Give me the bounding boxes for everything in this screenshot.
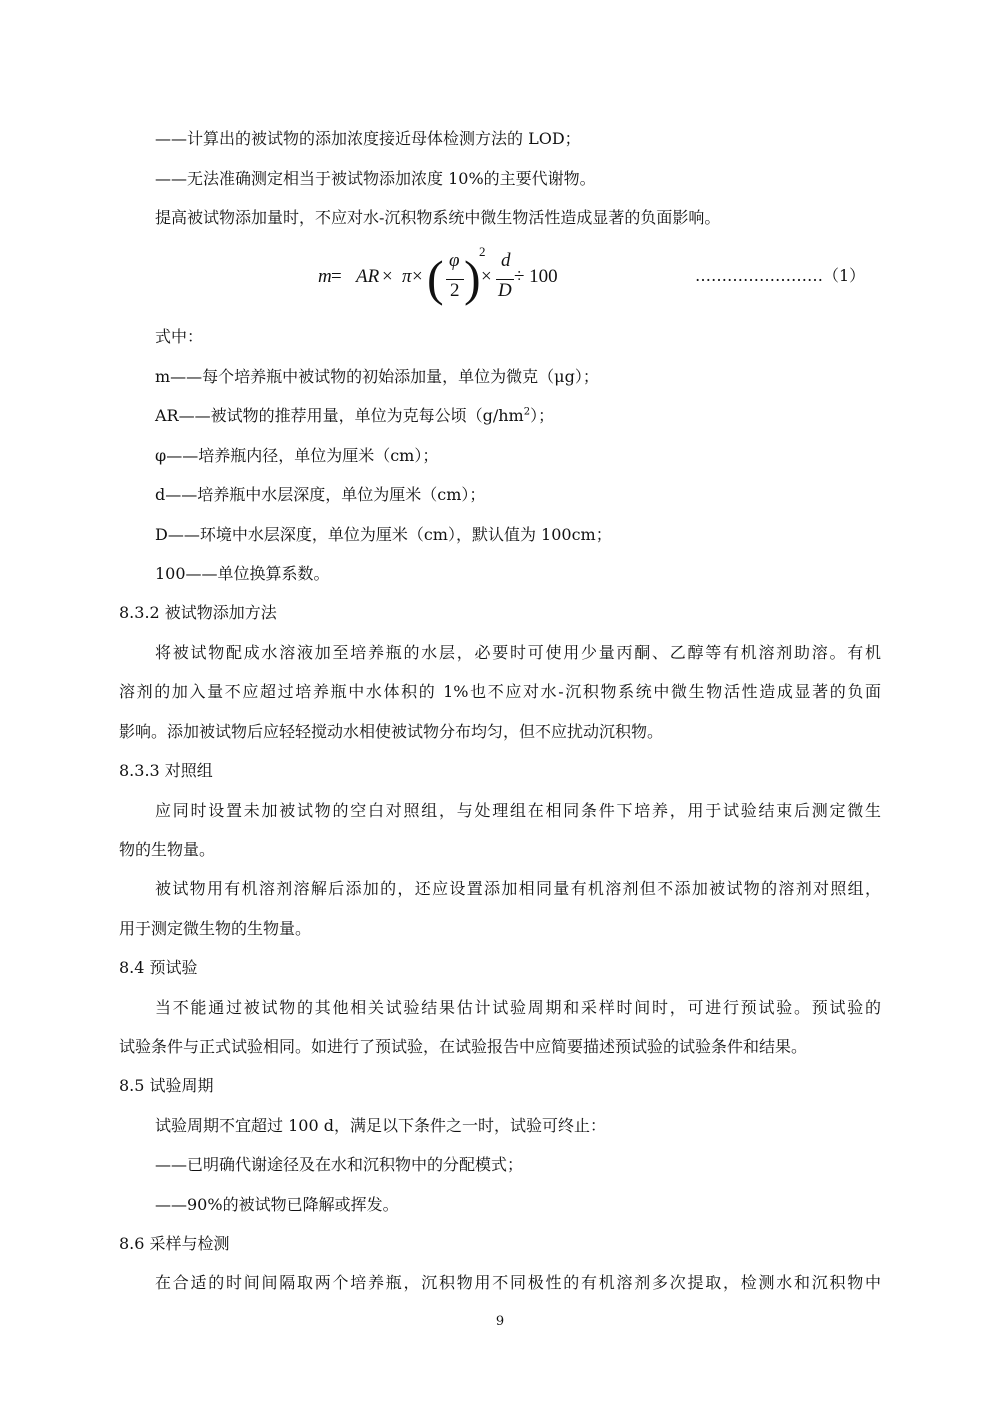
dash-item-lod: ——计算出的被试物的添加浓度接近母体检测方法的 LOD；	[155, 129, 581, 148]
paragraph-8-3-2-line-2: 溶剂的加入量不应超过培养瓶中水体积的 1%也不应对水-沉积物系统中微生物活性造成显著的负面	[119, 682, 881, 701]
formula-phi: φ	[449, 250, 460, 271]
formula-pi: π	[402, 266, 412, 287]
formula-times-1: ×	[382, 266, 393, 287]
paragraph-8-3-2-line-1: 将被试物配成水溶液加至培养瓶的水层，必要时可使用少量丙酮、乙醇等有机溶剂助溶。有机	[155, 643, 881, 662]
where-ar-superscript: 2	[523, 406, 531, 418]
where-d: d——培养瓶中水层深度，单位为厘米（cm）；	[155, 485, 486, 504]
where-ar-suffix: ）；	[530, 406, 555, 425]
where-ar-text: AR——被试物的推荐用量，单位为克每公顷（g/hm	[155, 406, 524, 425]
where-D: D——环境中水层深度，单位为厘米（cm），默认值为 100cm；	[155, 525, 612, 544]
dash-item-degraded: ——90%的被试物已降解或挥发。	[155, 1195, 399, 1214]
formula-ar: AR	[356, 266, 380, 287]
paragraph-8-5-line-1: 试验周期不宜超过 100 d，满足以下条件之一时，试验可终止：	[155, 1116, 606, 1135]
formula-number: ……………………（1）	[695, 266, 866, 285]
formula-two: 2	[450, 280, 460, 301]
dash-item-pathway: ——已明确代谢途径及在水和沉积物中的分配模式；	[155, 1155, 524, 1174]
formula-equals: =	[331, 266, 342, 287]
paragraph-8-4-line-2: 试验条件与正式试验相同。如进行了预试验，在试验报告中应简要描述预试验的试验条件和结果。	[119, 1037, 808, 1056]
formula-d-small: d	[501, 250, 511, 271]
where-m: m——每个培养瓶中被试物的初始添加量，单位为微克（μg）；	[155, 367, 599, 386]
heading-8-5: 8.5 试验周期	[119, 1076, 214, 1095]
heading-8-3-3: 8.3.3 对照组	[119, 761, 213, 780]
formula-right-paren: )	[464, 250, 481, 306]
paragraph-8-3-3-line-3: 被试物用有机溶剂溶解后添加的，还应设置添加相同量有机溶剂但不添加被试物的溶剂对照组，	[155, 879, 881, 898]
formula-m: m	[318, 266, 332, 287]
dash-item-metabolite: ——无法准确测定相当于被试物添加浓度 10%的主要代谢物。	[155, 169, 596, 188]
paragraph-8-3-2-line-3: 影响。添加被试物后应轻轻搅动水相使被试物分布均匀，但不应扰动沉积物。	[119, 722, 664, 741]
heading-8-3-2: 8.3.2 被试物添加方法	[119, 603, 277, 622]
formula-exponent: 2	[479, 244, 486, 259]
page-number: 9	[495, 1314, 505, 1329]
where-ar	[155, 405, 554, 427]
paragraph-8-3-3-line-1: 应同时设置未加被试物的空白对照组，与处理组在相同条件下培养，用于试验结束后测定微生	[155, 801, 881, 820]
paragraph-8-6-line-1: 在合适的时间间隔取两个培养瓶，沉积物用不同极性的有机溶剂多次提取，检测水和沉积物中	[155, 1273, 881, 1292]
heading-8-6: 8.6 采样与检测	[119, 1234, 230, 1253]
heading-8-4: 8.4 预试验	[119, 958, 198, 977]
paragraph-8-3-3-line-4: 用于测定微生物的生物量。	[119, 919, 312, 938]
formula-divide-100: ÷ 100	[514, 266, 558, 287]
formula-d-large: D	[498, 280, 512, 301]
formula-times-2: ×	[412, 266, 423, 287]
where-factor: 100——单位换算系数。	[155, 564, 330, 583]
formula-times-3: ×	[481, 266, 492, 287]
paragraph-8-3-3-line-2: 物的生物量。	[119, 840, 216, 859]
where-title: 式中：	[155, 327, 204, 346]
formula-left-paren: (	[427, 250, 444, 306]
paragraph-increase-dose: 提高被试物添加量时，不应对水-沉积物系统中微生物活性造成显著的负面影响。	[155, 208, 721, 227]
paragraph-8-4-line-1: 当不能通过被试物的其他相关试验结果估计试验周期和采样时间时，可进行预试验。预试验的	[155, 998, 881, 1017]
where-phi: φ——培养瓶内径，单位为厘米（cm）；	[155, 446, 439, 465]
